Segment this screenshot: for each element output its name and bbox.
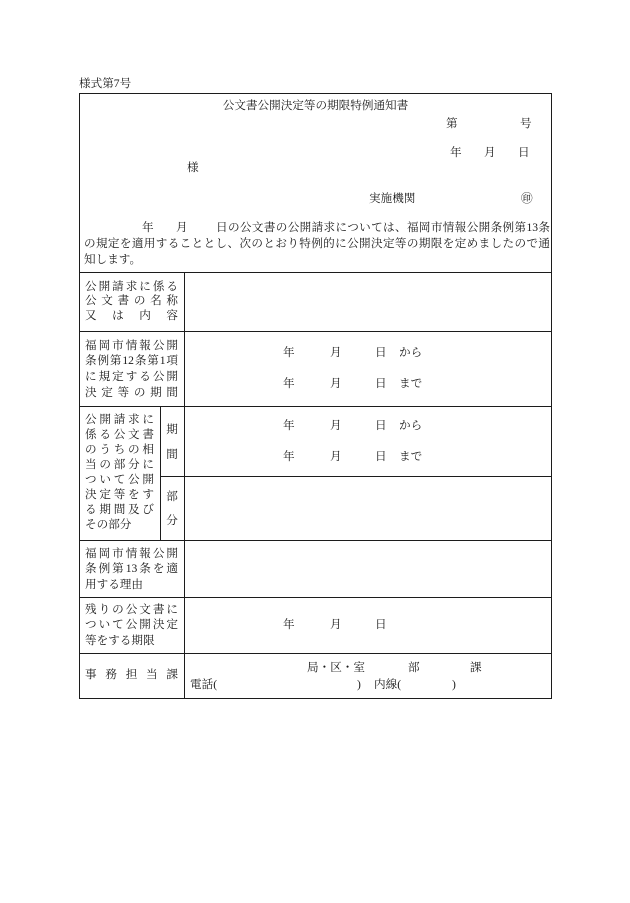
row-label-line: に規定する公開 xyxy=(85,370,178,383)
partial-from-suffix: から xyxy=(399,419,423,432)
row-label-line: 福岡市情報公開 xyxy=(85,547,178,560)
extension-label-open: 内線( xyxy=(374,678,402,691)
contact-bureau-label: 局・区・室 xyxy=(307,661,365,674)
row-label-line: 条例第12条第1項 xyxy=(85,354,178,367)
contact-section-label: 課 xyxy=(470,661,482,674)
deadline-year: 年 xyxy=(283,618,295,631)
row-divider xyxy=(79,406,552,407)
extension-label-close: ) xyxy=(452,678,456,691)
contact-label: 事務担当課 xyxy=(85,668,178,681)
period-from-month: 月 xyxy=(330,346,342,359)
period-from-day: 日 xyxy=(375,346,387,359)
part-sub-label-char: 分 xyxy=(166,514,178,527)
reason-value-cell xyxy=(185,541,551,597)
partial-from-month: 月 xyxy=(330,419,342,432)
contact-division-label: 部 xyxy=(408,661,420,674)
phone-label-open: 電話( xyxy=(190,678,218,691)
row-label-line: その部分 xyxy=(85,518,132,531)
period-sub-label-char: 間 xyxy=(166,448,178,461)
notice-body-line: 知します。 xyxy=(84,253,142,266)
row-label-line: 当の部分に xyxy=(85,458,154,471)
seal-mark: ㊞ xyxy=(521,192,533,205)
row-label-line: 公開請求に係る xyxy=(85,280,178,293)
row-label-line: る期間及び xyxy=(85,503,154,516)
row-divider xyxy=(79,653,552,654)
period-to-year: 年 xyxy=(283,377,295,390)
row-label-line: 福岡市情報公開 xyxy=(85,339,178,352)
period-to-suffix: まで xyxy=(399,377,423,390)
row-label-line: 残りの公文書に xyxy=(85,603,178,616)
row-label-line: 決定等の期間 xyxy=(85,386,178,399)
row-divider xyxy=(79,597,552,598)
form-number: 様式第7号 xyxy=(79,77,132,90)
period-to-month: 月 xyxy=(330,377,342,390)
row-label-line: 用する理由 xyxy=(85,578,143,591)
notice-date-month: 月 xyxy=(484,146,496,159)
request-date-year: 年 xyxy=(142,221,154,234)
row-label-line: 等をする期限 xyxy=(85,634,155,647)
row-label-line: ついて公開決定 xyxy=(85,618,178,631)
notice-body-line: の規定を適用することとし、次のとおり特例的に公開決定等の期限を定めましたので通 xyxy=(84,237,550,250)
row-label-line: 決定等をす xyxy=(85,488,154,501)
part-sub-label-char: 部 xyxy=(166,490,178,503)
notice-date-year: 年 xyxy=(450,146,462,159)
partial-from-day: 日 xyxy=(375,419,387,432)
period-to-day: 日 xyxy=(375,377,387,390)
row-label-line: のうちの相 xyxy=(85,443,154,456)
row-divider xyxy=(79,331,552,332)
document-name-value-cell xyxy=(185,273,551,331)
document-title: 公文書公開決定等の期限特例通知書 xyxy=(222,99,409,112)
period-from-suffix: から xyxy=(399,346,423,359)
partial-to-day: 日 xyxy=(375,450,387,463)
partial-part-value-cell xyxy=(185,477,551,540)
partial-to-year: 年 xyxy=(283,450,295,463)
row-label-line: ついて公開 xyxy=(85,473,154,486)
partial-to-month: 月 xyxy=(330,450,342,463)
deadline-month: 月 xyxy=(330,618,342,631)
addressee-honorific: 様 xyxy=(187,161,199,174)
row-label-line: 公開請求に xyxy=(85,413,154,426)
phone-label-close: ) xyxy=(357,678,361,691)
period-sub-label-char: 期 xyxy=(166,423,178,436)
period-from-year: 年 xyxy=(283,346,295,359)
request-date-month: 月 xyxy=(176,221,188,234)
row-label-line: 公文書の名称 xyxy=(85,294,178,307)
deadline-day: 日 xyxy=(375,618,387,631)
notice-number-prefix: 第 xyxy=(446,117,458,130)
notice-number-suffix: 号 xyxy=(520,117,532,130)
row-label-line: 条例第13条を適 xyxy=(85,562,178,575)
notice-body-line: 日の公文書の公開請求については、福岡市情報公開条例第13条 xyxy=(216,221,550,234)
partial-from-year: 年 xyxy=(283,419,295,432)
notice-date-day: 日 xyxy=(518,146,530,159)
row-label-line: 又は内容 xyxy=(85,309,178,322)
partial-to-suffix: まで xyxy=(399,450,423,463)
row-label-line: 係る公文書 xyxy=(85,428,154,441)
issuer-label: 実施機関 xyxy=(369,192,416,205)
